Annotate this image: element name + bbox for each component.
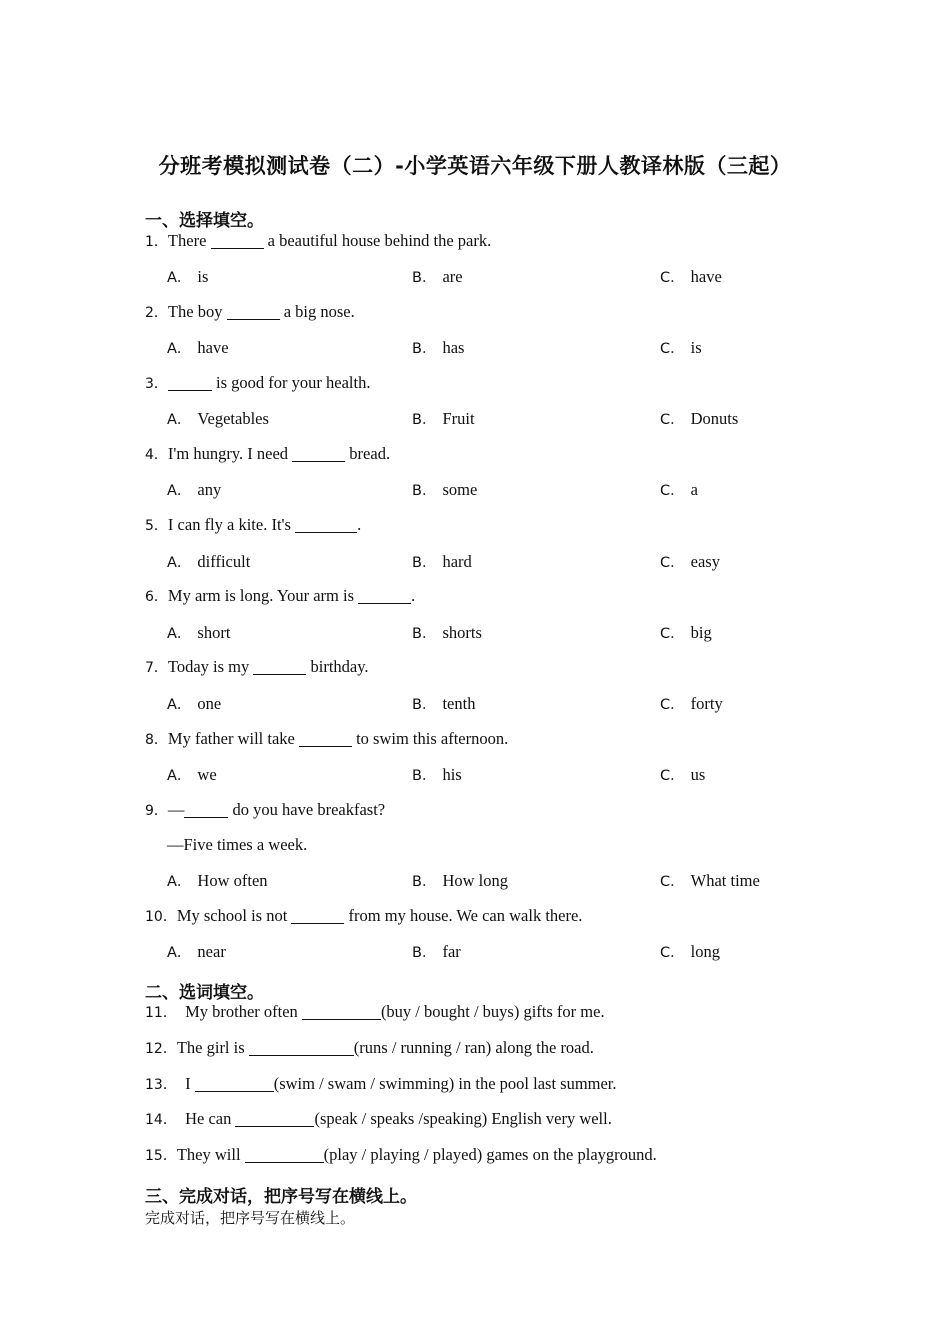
question-7: 7．Today is my birthday. [145,657,369,676]
answer-blank[interactable] [291,907,344,925]
option-a[interactable]: A． we [167,765,217,784]
question-number: 4． [145,447,168,463]
option-b[interactable]: B． his [412,765,462,784]
answer-blank[interactable] [299,730,352,748]
question-number: 10． [145,909,177,925]
option-a[interactable]: A． How often [167,871,268,890]
option-a[interactable]: A． near [167,942,226,961]
section-instruction: 完成对话，把序号写在横线上。 [145,1209,356,1227]
question-11: 11． My brother often (buy / bought / buys) gifts for me. [145,1002,605,1021]
answer-blank[interactable] [295,516,357,534]
question-number: 1． [145,234,168,250]
question-number: 6． [145,589,168,605]
question-10: 10．My school is not from my house. We can walk there. [145,906,583,925]
question-number: 5． [145,518,168,534]
question-number: 8． [145,732,168,748]
option-b[interactable]: B． some [412,480,478,499]
question-number: 11． [145,1005,177,1021]
option-b[interactable]: B． far [412,942,461,961]
option-a[interactable]: A． Vegetables [167,409,269,428]
question-9-answer-line: —Five times a week. [167,835,308,854]
option-c[interactable]: C． Donuts [660,409,739,428]
question-number: 7． [145,660,168,676]
option-a[interactable]: A． have [167,338,229,357]
question-6: 6．My arm is long. Your arm is . [145,586,416,605]
question-12: 12．The girl is (runs / running / ran) along the road. [145,1038,594,1057]
option-b[interactable]: B． hard [412,552,472,571]
question-number: 14． [145,1112,177,1128]
option-c[interactable]: C． have [660,267,722,286]
answer-blank[interactable] [302,1003,381,1021]
option-c[interactable]: C． us [660,765,706,784]
option-a[interactable]: A． is [167,267,209,286]
question-number: 2． [145,305,168,321]
option-a[interactable]: A． any [167,480,222,499]
answer-blank[interactable] [235,1110,314,1128]
question-number: 9． [145,803,168,819]
option-c[interactable]: C． easy [660,552,720,571]
question-number: 15． [145,1148,177,1164]
section-heading-word-fill: 二、选词填空。 [145,983,264,1003]
answer-blank[interactable] [249,1039,354,1057]
question-5: 5．I can fly a kite. It's . [145,515,362,534]
question-3: 3． is good for your health. [145,373,371,392]
option-c[interactable]: C． a [660,480,698,499]
option-a[interactable]: A． one [167,694,222,713]
question-8: 8．My father will take to swim this afternoon. [145,729,509,748]
option-b[interactable]: B． tenth [412,694,476,713]
option-c[interactable]: C． big [660,623,712,642]
answer-blank[interactable] [292,445,345,463]
answer-blank[interactable] [358,587,411,605]
answer-blank[interactable] [211,232,264,250]
section-heading-dialogue: 三、完成对话，把序号写在横线上。 [145,1187,417,1207]
answer-blank[interactable] [168,374,212,392]
option-a[interactable]: A． difficult [167,552,251,571]
question-2: 2．The boy a big nose. [145,302,355,321]
option-c[interactable]: C． forty [660,694,723,713]
option-c[interactable]: C． long [660,942,720,961]
answer-blank[interactable] [245,1146,324,1164]
answer-blank[interactable] [253,658,306,676]
answer-blank[interactable] [184,801,228,819]
question-1: 1．There a beautiful house behind the park. [145,231,492,250]
option-b[interactable]: B． are [412,267,463,286]
question-number: 13． [145,1077,177,1093]
option-c[interactable]: C． What time [660,871,760,890]
answer-blank[interactable] [227,303,280,321]
question-9: 9．— do you have breakfast? [145,800,386,819]
answer-blank[interactable] [195,1075,274,1093]
question-14: 14． He can (speak / speaks /speaking) English very well. [145,1109,612,1128]
option-a[interactable]: A． short [167,623,231,642]
option-b[interactable]: B． Fruit [412,409,475,428]
question-number: 12． [145,1041,177,1057]
question-4: 4．I'm hungry. I need bread. [145,444,391,463]
option-b[interactable]: B． shorts [412,623,482,642]
option-c[interactable]: C． is [660,338,702,357]
page-title: 分班考模拟测试卷（二）-小学英语六年级下册人教译林版（三起） [158,154,792,178]
question-13: 13． I (swim / swam / swimming) in the pool last summer. [145,1074,617,1093]
question-15: 15．They will (play / playing / played) games on the playground. [145,1145,657,1164]
question-number: 3． [145,376,168,392]
section-heading-choice: 一、选择填空。 [145,211,264,231]
option-b[interactable]: B． has [412,338,465,357]
option-b[interactable]: B． How long [412,871,508,890]
